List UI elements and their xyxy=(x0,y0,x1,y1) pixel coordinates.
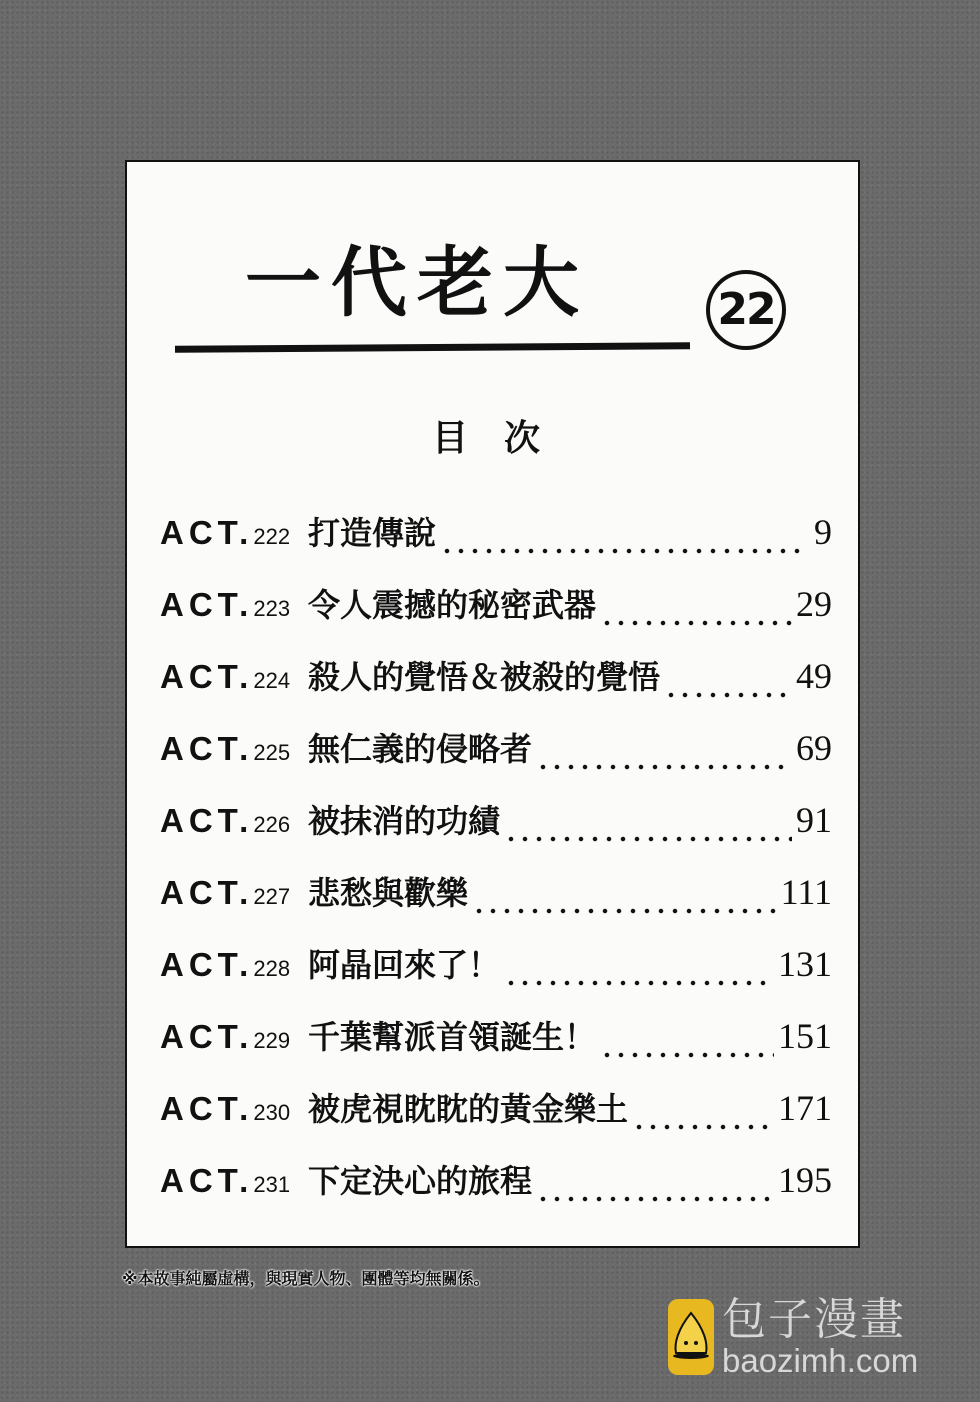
chapter-row xyxy=(160,940,832,1012)
chapter-title: 悲愁與歡樂 xyxy=(308,874,469,912)
act-label: ACT. xyxy=(160,514,254,551)
chapter-page: 151 xyxy=(778,1016,832,1056)
chapter-row xyxy=(160,1084,832,1156)
dot-leader xyxy=(536,1195,774,1203)
chapter-title: 無仁義的侵略者 xyxy=(308,730,533,768)
act-label: ACT. xyxy=(160,1162,254,1199)
dot-leader xyxy=(600,619,792,627)
chapter-title: 被虎視眈眈的黃金樂土 xyxy=(308,1090,629,1128)
chapter-page: 29 xyxy=(796,584,832,624)
act-label: ACT. xyxy=(160,658,254,695)
chapter-page: 91 xyxy=(796,800,832,840)
disclaimer: ※本故事純屬虛構，與現實人物、團體等均無關係。 xyxy=(122,1269,490,1288)
dot-leader xyxy=(504,835,792,843)
watermark xyxy=(668,1296,918,1378)
act-label: ACT. xyxy=(160,1090,254,1127)
manga-title: 一代老大 xyxy=(245,238,589,327)
act-label: ACT. xyxy=(160,1018,254,1055)
dot-leader xyxy=(536,763,792,771)
chapter-page: 195 xyxy=(778,1160,832,1200)
chapter-title: 阿晶回來了！ xyxy=(308,946,501,984)
chapter-page: 69 xyxy=(796,728,832,768)
act-number: 225 xyxy=(253,740,291,765)
chapter-act xyxy=(160,586,308,624)
chapter-row xyxy=(160,1156,832,1228)
chapter-title: 殺人的覺悟＆被殺的覺悟 xyxy=(308,658,661,696)
dot-leader xyxy=(600,1051,774,1059)
volume-badge: 22 xyxy=(706,270,786,350)
chapter-row xyxy=(160,652,832,724)
dot-leader xyxy=(632,1123,774,1131)
chapter-row xyxy=(160,1012,832,1084)
chapter-title: 千葉幫派首領誕生！ xyxy=(308,1018,597,1056)
chapter-row xyxy=(160,724,832,796)
chapter-page: 111 xyxy=(780,872,832,912)
chapter-page: 131 xyxy=(778,944,832,984)
chapter-act xyxy=(160,874,308,912)
bun-logo-icon xyxy=(668,1299,714,1375)
chapter-act xyxy=(160,1018,308,1056)
chapter-title: 下定決心的旅程 xyxy=(308,1162,533,1200)
dot-leader xyxy=(504,979,774,987)
chapter-row xyxy=(160,868,832,940)
act-number: 222 xyxy=(253,524,291,549)
chapter-title: 令人震撼的秘密武器 xyxy=(308,586,597,624)
act-number: 229 xyxy=(253,1028,291,1053)
chapter-list xyxy=(160,508,832,1228)
chapter-row xyxy=(160,796,832,868)
act-number: 228 xyxy=(253,956,291,981)
act-number: 230 xyxy=(253,1100,291,1125)
chapter-act xyxy=(160,730,308,768)
dot-leader xyxy=(440,547,808,555)
chapter-row xyxy=(160,580,832,652)
act-label: ACT. xyxy=(160,946,254,983)
dot-leader xyxy=(472,907,777,915)
act-number: 224 xyxy=(253,668,291,693)
act-label: ACT. xyxy=(160,586,254,623)
chapter-act xyxy=(160,1162,308,1200)
chapter-page: 171 xyxy=(778,1088,832,1128)
chapter-row xyxy=(160,508,832,580)
chapter-title: 被抹消的功績 xyxy=(308,802,501,840)
chapter-act xyxy=(160,1090,308,1128)
act-number: 227 xyxy=(253,884,291,909)
chapter-act xyxy=(160,514,308,552)
chapter-page: 49 xyxy=(796,656,832,696)
watermark-name: 包子漫畫 xyxy=(722,1294,906,1345)
chapter-title: 打造傳說 xyxy=(308,514,437,552)
act-number: 226 xyxy=(253,812,291,837)
chapter-act xyxy=(160,946,308,984)
act-label: ACT. xyxy=(160,730,254,767)
toc-heading: 目次 xyxy=(432,418,577,459)
watermark-url: baozimh.com xyxy=(722,1342,919,1379)
act-label: ACT. xyxy=(160,874,254,911)
dot-leader xyxy=(664,691,792,699)
act-label: ACT. xyxy=(160,802,254,839)
chapter-page: 9 xyxy=(814,512,832,552)
chapter-act xyxy=(160,802,308,840)
chapter-act xyxy=(160,658,308,696)
act-number: 231 xyxy=(253,1172,291,1197)
act-number: 223 xyxy=(253,596,291,621)
